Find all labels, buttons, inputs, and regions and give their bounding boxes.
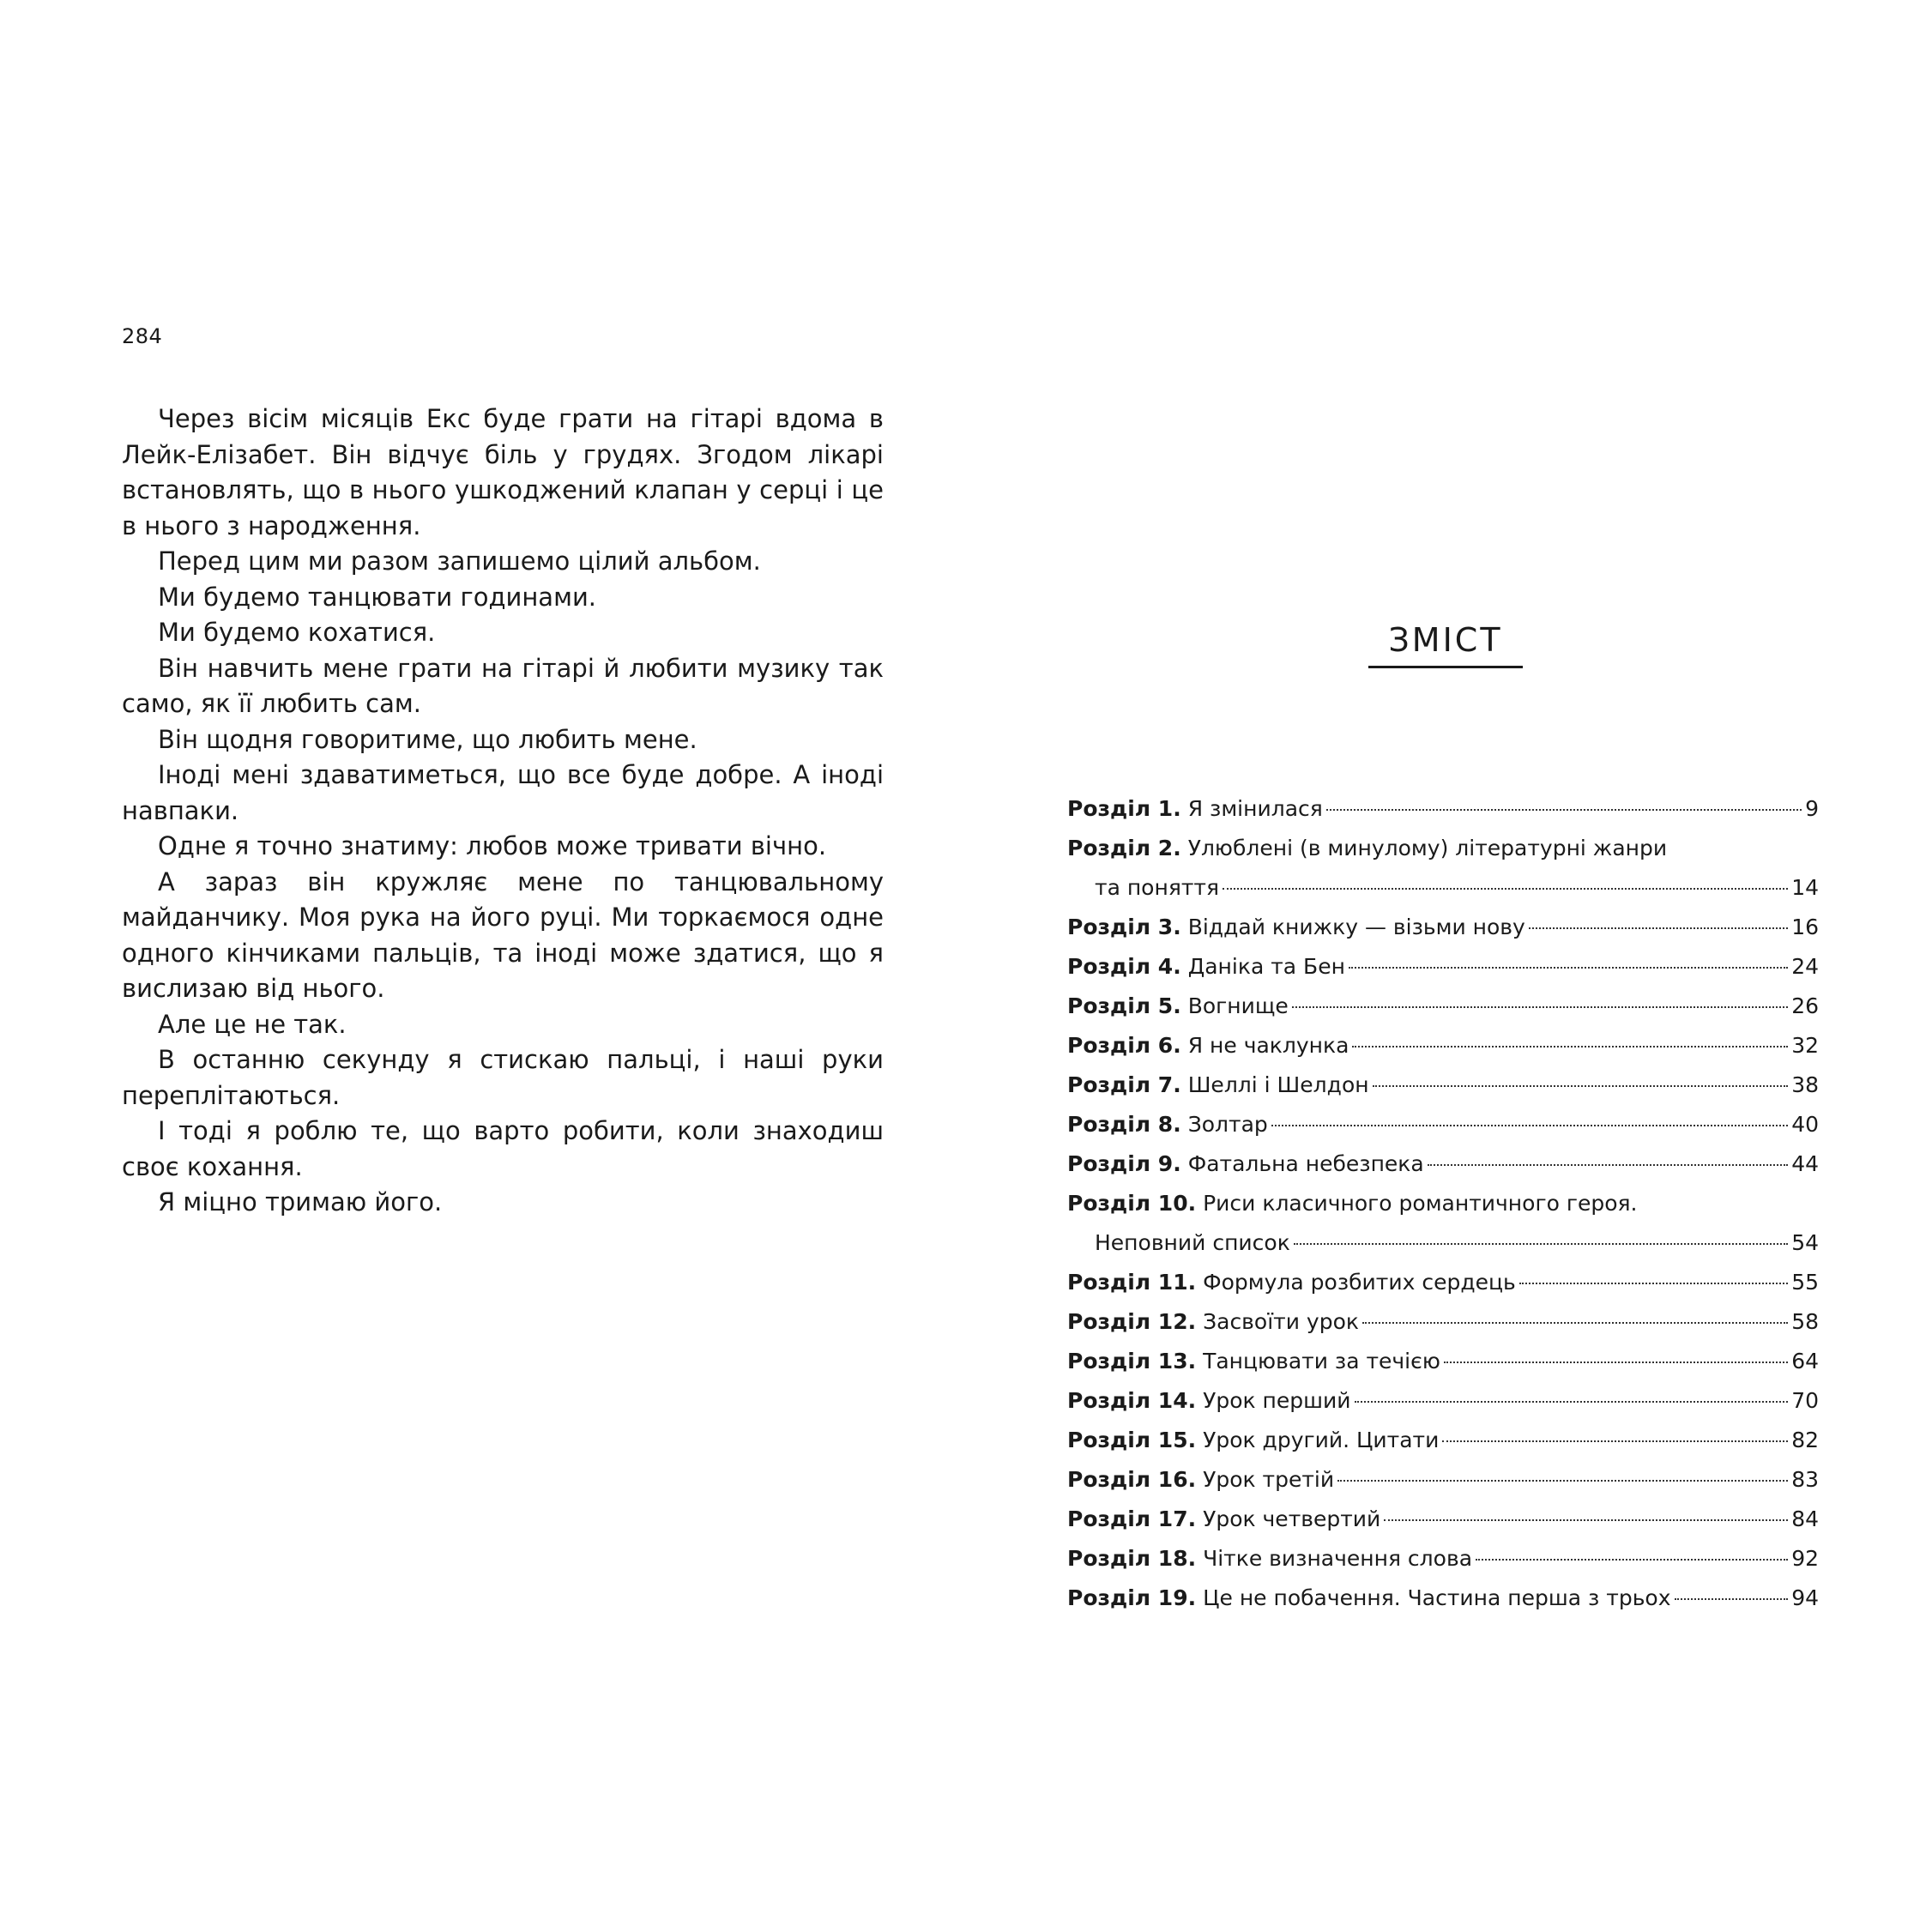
toc-title-wrap xyxy=(1067,1342,1440,1381)
table-of-contents xyxy=(1067,789,1819,1618)
paragraph: Ми будемо танцювати годинами. xyxy=(158,582,597,612)
toc-entry-line xyxy=(1067,1421,1819,1460)
paragraph: І тоді я роблю те, що варто робити, коли знаходиш своє кохання. xyxy=(122,1116,884,1181)
toc-page-number: 14 xyxy=(1791,875,1819,900)
toc-entry-line xyxy=(1067,868,1819,908)
toc-entry-line xyxy=(1067,1579,1819,1618)
toc-chapter-label: Розділ 2. xyxy=(1067,836,1181,860)
toc-title: Фатальна небезпека xyxy=(1187,1151,1424,1176)
toc-entry-line xyxy=(1067,947,1819,987)
toc-title-continuation: Неповний список xyxy=(1095,1230,1290,1255)
paragraph: Одне я точно знатиму: любов може тривати вічно. xyxy=(158,831,827,860)
toc-title-wrap xyxy=(1067,1579,1671,1618)
paragraph: А зараз він кружляє мене по танцювальному майданчику. Моя рука на його руці. Ми торкаємося одне одного кінчиками пальців, та іноді може здатися, що я вислизаю від нього. xyxy=(122,866,884,1003)
paragraph: Але це не так. xyxy=(158,1009,347,1039)
paragraph: Перед цим ми разом запишемо цілий альбом. xyxy=(158,546,761,576)
toc-title: Урок четвертий xyxy=(1203,1506,1381,1531)
toc-title: Риси класичного романтичного героя. xyxy=(1203,1191,1638,1216)
toc-entry[interactable] xyxy=(1067,789,1819,829)
toc-dot-leader xyxy=(1271,1125,1788,1126)
toc-entry[interactable] xyxy=(1067,1342,1819,1381)
toc-entry[interactable] xyxy=(1067,1144,1819,1184)
toc-entry-line xyxy=(1067,908,1819,947)
toc-title: Золтар xyxy=(1187,1112,1268,1137)
toc-dot-leader xyxy=(1442,1440,1788,1442)
toc-dot-leader xyxy=(1337,1480,1788,1482)
toc-chapter-label: Розділ 1. xyxy=(1067,796,1181,821)
toc-chapter-label: Розділ 5. xyxy=(1067,993,1181,1018)
toc-entry-line xyxy=(1067,1263,1819,1302)
paragraph: Через вісім місяців Екс буде грати на гітарі вдома в Лейк-Елізабет. Він відчує біль у грудях. Згодом лікарі встановлять, що в нього ушкоджений клапан у серці і це в нього з народження. xyxy=(122,404,884,540)
toc-entry[interactable] xyxy=(1067,829,1819,908)
toc-entry-line xyxy=(1067,1026,1819,1066)
toc-entry[interactable] xyxy=(1067,1105,1819,1144)
toc-title-wrap xyxy=(1067,1026,1349,1066)
toc-chapter-label: Розділ 8. xyxy=(1067,1112,1181,1137)
toc-title-wrap xyxy=(1067,1302,1359,1342)
toc-title-wrap xyxy=(1067,1381,1351,1421)
toc-title: Я змінилася xyxy=(1187,796,1323,821)
toc-title-wrap xyxy=(1067,947,1345,987)
toc-title: Урок перший xyxy=(1203,1388,1351,1413)
toc-title-wrap xyxy=(1067,1263,1516,1302)
page-number: 284 xyxy=(122,324,163,348)
toc-chapter-label: Розділ 4. xyxy=(1067,954,1181,979)
toc-entry-line xyxy=(1067,1144,1819,1184)
toc-entry[interactable] xyxy=(1067,1381,1819,1421)
toc-title: Засвоїти урок xyxy=(1203,1309,1359,1334)
toc-title-wrap xyxy=(1067,1066,1369,1105)
toc-title-wrap xyxy=(1067,1460,1334,1500)
toc-page-number: 16 xyxy=(1791,915,1819,939)
toc-chapter-label: Розділ 12. xyxy=(1067,1309,1197,1334)
toc-dot-leader xyxy=(1355,1401,1789,1403)
toc-title: Це не побачення. Частина перша з трьох xyxy=(1203,1585,1671,1610)
toc-title: Урок третій xyxy=(1203,1467,1335,1492)
toc-dot-leader xyxy=(1292,1006,1788,1008)
toc-chapter-label: Розділ 7. xyxy=(1067,1072,1181,1097)
toc-title-wrap xyxy=(1067,987,1289,1026)
toc-dot-leader xyxy=(1362,1322,1788,1324)
toc-chapter-label: Розділ 3. xyxy=(1067,915,1181,939)
toc-page-number: 58 xyxy=(1791,1309,1819,1334)
toc-entry[interactable] xyxy=(1067,1184,1819,1263)
toc-page-number: 83 xyxy=(1791,1467,1819,1492)
toc-entry[interactable] xyxy=(1067,947,1819,987)
toc-page-number: 92 xyxy=(1791,1546,1819,1571)
paragraph: Іноді мені здаватиметься, що все буде добре. А іноді навпаки. xyxy=(122,760,884,825)
toc-dot-leader xyxy=(1223,888,1788,890)
toc-entry-line xyxy=(1067,1342,1819,1381)
toc-dot-leader xyxy=(1326,809,1802,811)
toc-chapter-label: Розділ 10. xyxy=(1067,1191,1197,1216)
toc-chapter-label: Розділ 14. xyxy=(1067,1388,1197,1413)
toc-dot-leader xyxy=(1675,1598,1789,1600)
toc-title-wrap xyxy=(1067,1105,1268,1144)
toc-page-number: 55 xyxy=(1791,1270,1819,1295)
toc-dot-leader xyxy=(1373,1085,1789,1087)
toc-chapter-label: Розділ 18. xyxy=(1067,1546,1197,1571)
toc-page-number: 54 xyxy=(1791,1230,1819,1255)
toc-page-number: 70 xyxy=(1791,1388,1819,1413)
toc-page-number: 44 xyxy=(1791,1151,1819,1176)
toc-chapter-label: Розділ 19. xyxy=(1067,1585,1197,1610)
toc-dot-leader xyxy=(1529,927,1788,929)
paragraph: В останню секунду я стискаю пальці, і наші руки переплітаються. xyxy=(122,1045,884,1110)
toc-title: Улюблені (в минулому) літературні жанри xyxy=(1187,836,1668,860)
toc-entry[interactable] xyxy=(1067,1263,1819,1302)
toc-entry-first-line xyxy=(1067,1184,1819,1223)
toc-entry[interactable] xyxy=(1067,1066,1819,1105)
toc-entry[interactable] xyxy=(1067,1421,1819,1460)
toc-page-number: 64 xyxy=(1791,1349,1819,1374)
toc-dot-leader xyxy=(1352,1046,1788,1048)
paragraph: Він щодня говоритиме, що любить мене. xyxy=(158,724,697,754)
toc-entry[interactable] xyxy=(1067,1460,1819,1500)
toc-entry[interactable] xyxy=(1067,1539,1819,1579)
toc-page-number: 24 xyxy=(1791,954,1819,979)
toc-page-number: 94 xyxy=(1791,1585,1819,1610)
toc-chapter-label: Розділ 9. xyxy=(1067,1151,1181,1176)
toc-dot-leader xyxy=(1519,1283,1788,1284)
toc-title: Формула розбитих сердець xyxy=(1203,1270,1516,1295)
toc-chapter-label: Розділ 17. xyxy=(1067,1506,1197,1531)
toc-entry-line xyxy=(1067,1223,1819,1263)
toc-chapter-label: Розділ 13. xyxy=(1067,1349,1197,1374)
toc-entry[interactable] xyxy=(1067,987,1819,1026)
toc-page-number: 82 xyxy=(1791,1428,1819,1452)
toc-title-wrap xyxy=(1095,868,1219,908)
toc-dot-leader xyxy=(1384,1519,1788,1521)
toc-title: Я не чаклунка xyxy=(1187,1033,1349,1058)
toc-title: Вогнище xyxy=(1187,993,1289,1018)
toc-chapter-label: Розділ 6. xyxy=(1067,1033,1181,1058)
paragraph: Він навчить мене грати на гітарі й любити музику так само, як її любить сам. xyxy=(122,653,884,718)
toc-title-wrap xyxy=(1067,789,1323,829)
toc-page-number: 26 xyxy=(1791,993,1819,1018)
toc-chapter-label: Розділ 16. xyxy=(1067,1467,1197,1492)
toc-entry-line xyxy=(1067,987,1819,1026)
toc-title: Даніка та Бен xyxy=(1187,954,1345,979)
toc-entry-line xyxy=(1067,1460,1819,1500)
toc-dot-leader xyxy=(1294,1243,1788,1245)
toc-entry-line xyxy=(1067,1066,1819,1105)
toc-title-wrap xyxy=(1067,908,1525,947)
toc-title-wrap xyxy=(1067,1500,1380,1539)
toc-title-wrap xyxy=(1095,1223,1290,1263)
toc-title: Шеллі і Шелдон xyxy=(1187,1072,1369,1097)
toc-entry-line xyxy=(1067,1381,1819,1421)
toc-dot-leader xyxy=(1444,1361,1788,1363)
toc-entry-line xyxy=(1067,789,1819,829)
toc-page-number: 9 xyxy=(1805,796,1819,821)
toc-entry-first-line xyxy=(1067,829,1819,868)
toc-entry[interactable] xyxy=(1067,1026,1819,1066)
toc-page-number: 38 xyxy=(1791,1072,1819,1097)
toc-entry-line xyxy=(1067,1539,1819,1579)
paragraph: Я міцно тримаю його. xyxy=(158,1187,443,1217)
toc-entry[interactable] xyxy=(1067,1500,1819,1539)
paragraph: Ми будемо кохатися. xyxy=(158,618,436,647)
toc-dot-leader xyxy=(1428,1164,1788,1166)
toc-entry[interactable] xyxy=(1067,1579,1819,1618)
toc-entry-line xyxy=(1067,1500,1819,1539)
toc-dot-leader xyxy=(1349,967,1788,969)
toc-entry-line xyxy=(1067,1105,1819,1144)
toc-title: Чітке визначення слова xyxy=(1203,1546,1473,1571)
toc-title-wrap xyxy=(1067,1421,1439,1460)
toc-entry[interactable] xyxy=(1067,1302,1819,1342)
body-text xyxy=(122,401,884,1221)
toc-title-wrap xyxy=(1067,1144,1424,1184)
toc-chapter-label: Розділ 15. xyxy=(1067,1428,1197,1452)
toc-heading: ЗМІСТ xyxy=(1368,621,1523,668)
toc-page-number: 84 xyxy=(1791,1506,1819,1531)
toc-chapter-label: Розділ 11. xyxy=(1067,1270,1197,1295)
toc-title-continuation: та поняття xyxy=(1095,875,1220,900)
toc-page-number: 40 xyxy=(1791,1112,1819,1137)
toc-title: Урок другий. Цитати xyxy=(1203,1428,1440,1452)
toc-entry[interactable] xyxy=(1067,908,1819,947)
toc-dot-leader xyxy=(1476,1559,1788,1561)
toc-title-wrap xyxy=(1067,1539,1472,1579)
toc-title: Віддай книжку — візьми нову xyxy=(1187,915,1525,939)
toc-title: Танцювати за течією xyxy=(1203,1349,1440,1374)
toc-page-number: 32 xyxy=(1791,1033,1819,1058)
toc-entry-line xyxy=(1067,1302,1819,1342)
